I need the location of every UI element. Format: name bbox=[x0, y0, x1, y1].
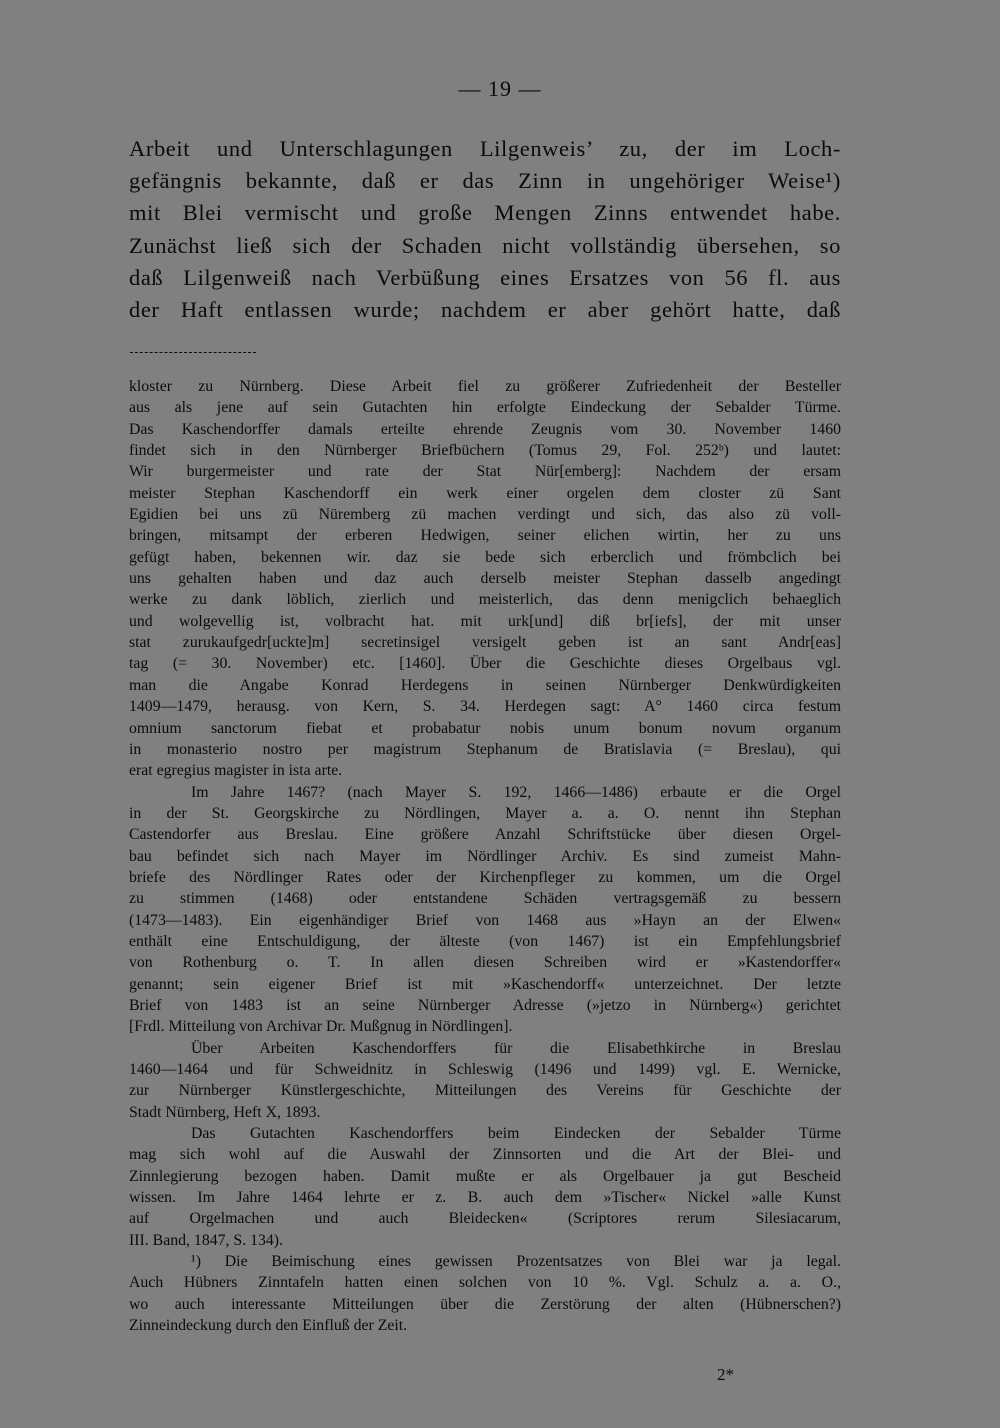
footnote-separator bbox=[130, 352, 256, 353]
footnote-line: bringen, mitsampt der erberen Hedwigen, seiner elichen wirtin, her zu uns bbox=[129, 527, 841, 545]
footnote-line: wissen. Im Jahre 1464 lehrte er z. B. auch dem »Tischer« Nickel »alle Kunst bbox=[129, 1189, 841, 1207]
footnote-line: enthält eine Entschuldigung, der älteste (von 1467) ist ein Empfehlungsbrief bbox=[129, 932, 841, 950]
footnote-line: Zinnlegierung bezogen haben. Damit mußte er als Orgelbauer ja gut Bescheid bbox=[129, 1167, 841, 1185]
footnote-line: Zinneindeckung durch den Einfluß der Zeit. bbox=[129, 1317, 408, 1335]
footnote-line: uns gehalten haben und daz auch derselb meister Stephan dasselb angedingt bbox=[129, 570, 841, 588]
footnote-line: von Rothenburg o. T. In allen diesen Schreiben wird er »Kastendorffer« bbox=[129, 954, 841, 972]
footnote-line: Über Arbeiten Kaschendorffers für die Elisabethkirche in Breslau bbox=[191, 1039, 841, 1057]
footnote-line: [Frdl. Mitteilung von Archivar Dr. Mußgnug in Nördlingen]. bbox=[129, 1018, 513, 1036]
main-line: gefängnis bekannte, daß er das Zinn in ungehöriger Weise¹) bbox=[129, 168, 841, 194]
page-number: — 19 — bbox=[458, 76, 542, 101]
footnote-line: (1473—1483). Ein eigenhändiger Brief von 1468 aus »Hayn an der Elwen« bbox=[129, 911, 841, 929]
footnote-line: Wir burgermeister und rate der Stat Nür[emberg]: Nachdem der ersam bbox=[129, 463, 841, 481]
footnote-line: Brief von 1483 ist an seine Nürnberger Adresse (»jetzo in Nürnberg«) gerichtet bbox=[129, 996, 841, 1014]
footnote-line: briefe des Nördlinger Rates oder der Kirchenpfleger zu kommen, um die Orgel bbox=[129, 868, 841, 886]
footnote-line: Stadt Nürnberg, Heft X, 1893. bbox=[129, 1103, 321, 1121]
footnote-line: erat egregius magister in ista arte. bbox=[129, 762, 343, 780]
main-line: Arbeit und Unterschlagungen Lilgenweis’ zu, der im Loch- bbox=[129, 136, 841, 161]
footnote-line: werke zu dank löblich, zierlich und meisterlich, das denn menigclich behaeglich bbox=[129, 591, 841, 609]
footnote-line: Egidien bei uns zü Nüremberg zü machen verdingt und sich, das also zü voll- bbox=[129, 506, 841, 524]
footnote-line: omnium sanctorum fiebat et probabatur nobis unum bonum novum organum bbox=[129, 719, 841, 737]
footnote-line: auf Orgelmachen und auch Bleidecken« (Scriptores rerum Silesiacarum, bbox=[129, 1210, 841, 1228]
footnote-line: mag sich wohl auf die Auswahl der Zinnsorten und die Art der Blei- und bbox=[129, 1146, 841, 1164]
signature-mark: 2* bbox=[717, 1365, 734, 1384]
footnote-line: III. Band, 1847, S. 134). bbox=[129, 1231, 284, 1249]
footnote-line: man die Angabe Konrad Herdegens in seinen Nürnberger Denkwürdigkeiten bbox=[129, 676, 841, 694]
footnote-line: gefügt haben, bekennen wir. daz sie bede sich erberclich und frömbclich bei bbox=[129, 548, 841, 566]
footnote-line: aus als jene auf sein Gutachten hin erfolgte Eindeckung der Sebalder Türme. bbox=[129, 399, 841, 417]
footnote-line: 1409—1479, herausg. von Kern, S. 34. Herdegen sagt: A° 1460 circa festum bbox=[129, 698, 841, 716]
footnote-line: Auch Hübners Zinntafeln hatten einen solchen von 10 %. Vgl. Schulz a. a. O., bbox=[129, 1274, 841, 1292]
main-text bbox=[129, 133, 841, 326]
main-line: Zunächst ließ sich der Schaden nicht vollständig übersehen, so bbox=[129, 232, 841, 258]
main-line: der Haft entlassen wurde; nachdem er aber gehört hatte, daß bbox=[129, 297, 841, 323]
footnote-line: Das Kaschendorffer damals erteilte ehrende Zeugnis vom 30. November 1460 bbox=[129, 420, 841, 438]
footnote-line: genannt; sein eigener Brief ist mit »Kaschendorff« unterzeichnet. Der letzte bbox=[129, 975, 841, 993]
footnote-line: in monasterio nostro per magistrum Stephanum de Bratislavia (= Breslau), qui bbox=[129, 740, 841, 758]
footnote-line: tag (= 30. November) etc. [1460]. Über die Geschichte dieses Orgelbaus vgl. bbox=[129, 655, 841, 673]
footnote-line: und wolgevellig ist, volbracht hat. mit urk[und] diß br[iefs], der mit unser bbox=[129, 612, 841, 630]
footnote-line: zu stimmen (1468) oder entstandene Schäden vertragsgemäß zu bessern bbox=[129, 890, 841, 908]
footnote-line: meister Stephan Kaschendorff ein werk einer orgelen dem closter zü Sant bbox=[129, 484, 841, 502]
footnotes bbox=[129, 376, 841, 1336]
footnote-line: Das Gutachten Kaschendorffers beim Eindecken der Sebalder Türme bbox=[191, 1125, 841, 1143]
footnote-line: ¹) Die Beimischung eines gewissen Prozentsatzes von Blei war ja legal. bbox=[191, 1253, 841, 1271]
footnote-line: wo auch interessante Mitteilungen über die Zerstörung der alten (Hübnerschen?) bbox=[129, 1295, 841, 1313]
footnote-line: kloster zu Nürnberg. Diese Arbeit fiel zu größerer Zufriedenheit der Besteller bbox=[129, 378, 841, 395]
footnote-line: Im Jahre 1467? (nach Mayer S. 192, 1466—1486) erbaute er die Orgel bbox=[191, 783, 841, 801]
main-line: mit Blei vermischt und große Mengen Zinns entwendet habe. bbox=[129, 200, 841, 226]
footnote-line: zur Nürnberger Künstlergeschichte, Mitteilungen des Vereins für Geschichte der bbox=[129, 1082, 841, 1100]
main-line: daß Lilgenweiß nach Verbüßung eines Ersatzes von 56 fl. aus bbox=[129, 264, 841, 290]
footnote-line: stat zurukaufgedr[uckte]m] secretinsigel versigelt geben ist an sant Andr[eas] bbox=[129, 634, 841, 652]
footnote-line: findet sich in den Nürnberger Briefbüchern (Tomus 29, Fol. 252ᵇ) und lautet: bbox=[129, 442, 841, 460]
footnote-line: Castendorfer aus Breslau. Eine größere Anzahl Schriftstücke über diesen Orgel- bbox=[129, 826, 841, 844]
footnote-line: bau befindet sich nach Mayer im Nördlinger Archiv. Es sind zumeist Mahn- bbox=[129, 847, 841, 865]
footnote-line: in der St. Georgskirche zu Nördlingen, Mayer a. a. O. nennt ihn Stephan bbox=[129, 804, 841, 822]
footnote-line: 1460—1464 und für Schweidnitz in Schleswig (1496 und 1499) vgl. E. Wernicke, bbox=[129, 1061, 841, 1078]
